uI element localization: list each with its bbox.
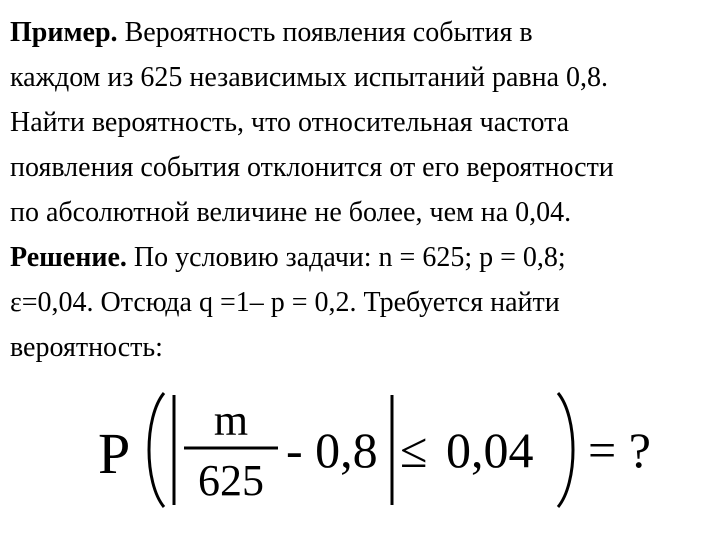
prob-symbol: P bbox=[98, 421, 131, 486]
example-heading: Пример. bbox=[10, 17, 118, 48]
problem-line-3: Найти вероятность, что относительная частота bbox=[10, 107, 570, 138]
problem-line-4: появления события отклонится от его вероятности bbox=[10, 152, 614, 183]
right-paren bbox=[558, 393, 573, 507]
problem-line-2: каждом из 625 независимых испытаний равна 0,8. bbox=[10, 62, 609, 93]
fraction-denominator: 625 bbox=[198, 456, 264, 505]
equals-question: = ? bbox=[588, 422, 651, 478]
minus-term: - 0,8 bbox=[286, 422, 378, 478]
solution-heading: Решение. bbox=[10, 242, 127, 273]
solution-line-3: вероятность: bbox=[10, 332, 163, 363]
problem-line-1-text: Вероятность появления события в bbox=[117, 17, 533, 48]
problem-text bbox=[10, 10, 710, 370]
leq-symbol: ≤ bbox=[400, 422, 428, 478]
probability-formula bbox=[98, 385, 698, 515]
problem-line-5: по абсолютной величине не более, чем на 0,04. bbox=[10, 197, 572, 228]
solution-line-2: ε=0,04. Отсюда q =1– p = 0,2. Требуется найти bbox=[10, 287, 560, 318]
solution-line-1-text: По условию задачи: n = 625; p = 0,8; bbox=[126, 242, 566, 273]
solution-line-1 bbox=[10, 235, 710, 280]
formula-svg bbox=[98, 385, 698, 515]
fraction-numerator: m bbox=[213, 396, 249, 445]
left-paren bbox=[149, 393, 164, 507]
problem-line-1 bbox=[10, 10, 710, 55]
bound-value: 0,04 bbox=[446, 422, 534, 478]
